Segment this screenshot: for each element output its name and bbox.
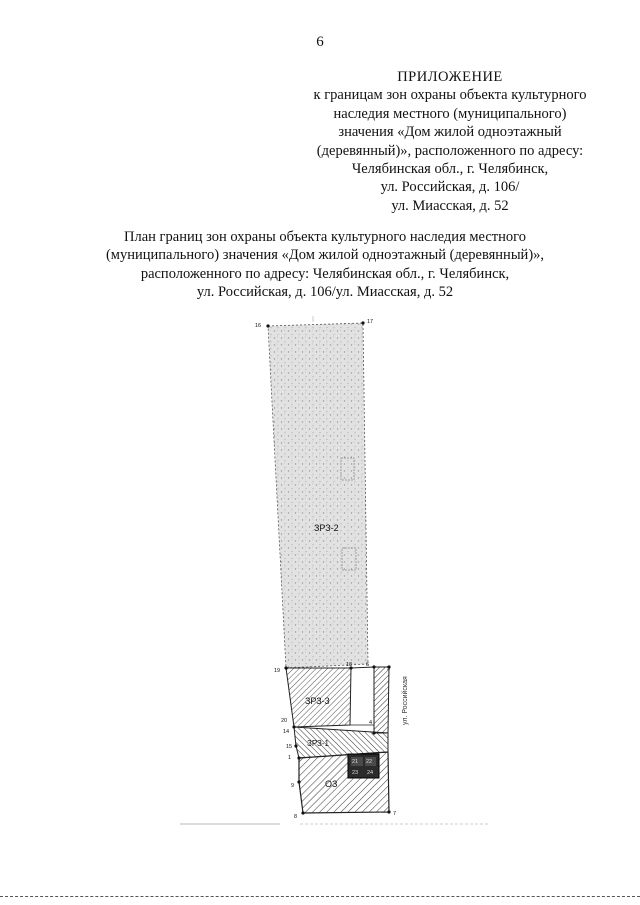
point-label-17: 17: [367, 319, 374, 325]
appendix-line: Челябинская обл., г. Челябинск,: [351, 161, 549, 178]
zone-label-zrz1: ЗРЗ-1: [307, 739, 329, 748]
point-marker: [297, 780, 300, 783]
zone-zrz2: [268, 323, 368, 668]
point-label-5: 5: [387, 666, 391, 672]
plan-title-line: ул. Российская, д. 106/ул. Миасская, д. 52: [196, 284, 454, 301]
point-label-20: 20: [281, 718, 288, 724]
point-marker: [284, 666, 287, 669]
point-label-15: 15: [286, 744, 293, 750]
point-label-23: 23: [352, 770, 359, 776]
point-label-1: 1: [288, 755, 292, 761]
point-marker: [301, 811, 304, 814]
point-label-7: 7: [393, 811, 397, 817]
point-label-18: 18: [346, 662, 353, 668]
point-marker: [292, 725, 295, 728]
point-label-14: 14: [283, 729, 290, 735]
plan-title-line: расположенного по адресу: Челябинская обл., г. Челябинск,: [140, 265, 510, 282]
zone-label-oz: ОЗ: [325, 779, 338, 789]
point-label-24: 24: [367, 770, 374, 776]
appendix-line: ул. Российская, д. 106/: [380, 179, 520, 196]
point-marker: [294, 744, 297, 747]
plan-title-line: (муниципального) значения «Дом жилой одноэтажный (деревянный)»,: [105, 247, 545, 264]
bottom-scan-edge: [0, 896, 640, 897]
point-marker: [361, 321, 364, 324]
point-label-9: 9: [291, 783, 295, 789]
point-marker: [266, 324, 269, 327]
point-label-21: 21: [352, 759, 359, 765]
appendix-block: [290, 68, 610, 215]
boundary-line: [351, 667, 374, 668]
point-marker: [372, 731, 375, 734]
point-label-16: 16: [255, 323, 262, 329]
point-label-4: 4: [369, 720, 373, 726]
appendix-heading: ПРИЛОЖЕНИЕ: [397, 69, 503, 85]
appendix-line: ул. Миасская, д. 52: [391, 197, 509, 214]
page-number: 6: [316, 34, 324, 50]
plan-title: [60, 228, 590, 302]
point-label-19: 19: [274, 668, 281, 674]
plan-title-line: План границ зон охраны объекта культурного наследия местного: [124, 229, 526, 245]
appendix-line: значения «Дом жилой одноэтажный: [338, 124, 562, 141]
point-marker: [387, 810, 390, 813]
appendix-line: (деревянный)», расположенного по адресу:: [316, 142, 584, 159]
point-label-6: 6: [366, 662, 370, 668]
point-marker: [372, 665, 375, 668]
appendix-line: к границам зон охраны объекта культурного: [313, 87, 587, 104]
zone-strip: [374, 667, 389, 733]
point-marker: [297, 756, 300, 759]
zone-label-zrz3: ЗРЗ-3: [305, 696, 330, 706]
point-label-22: 22: [366, 759, 373, 765]
zone-label-zrz2: ЗРЗ-2: [314, 523, 339, 533]
street-label: ул. Российская: [402, 676, 409, 725]
point-label-8: 8: [294, 814, 298, 820]
zone-boundary-map: [0, 300, 640, 840]
appendix-line: наследия местного (муниципального): [333, 105, 567, 122]
